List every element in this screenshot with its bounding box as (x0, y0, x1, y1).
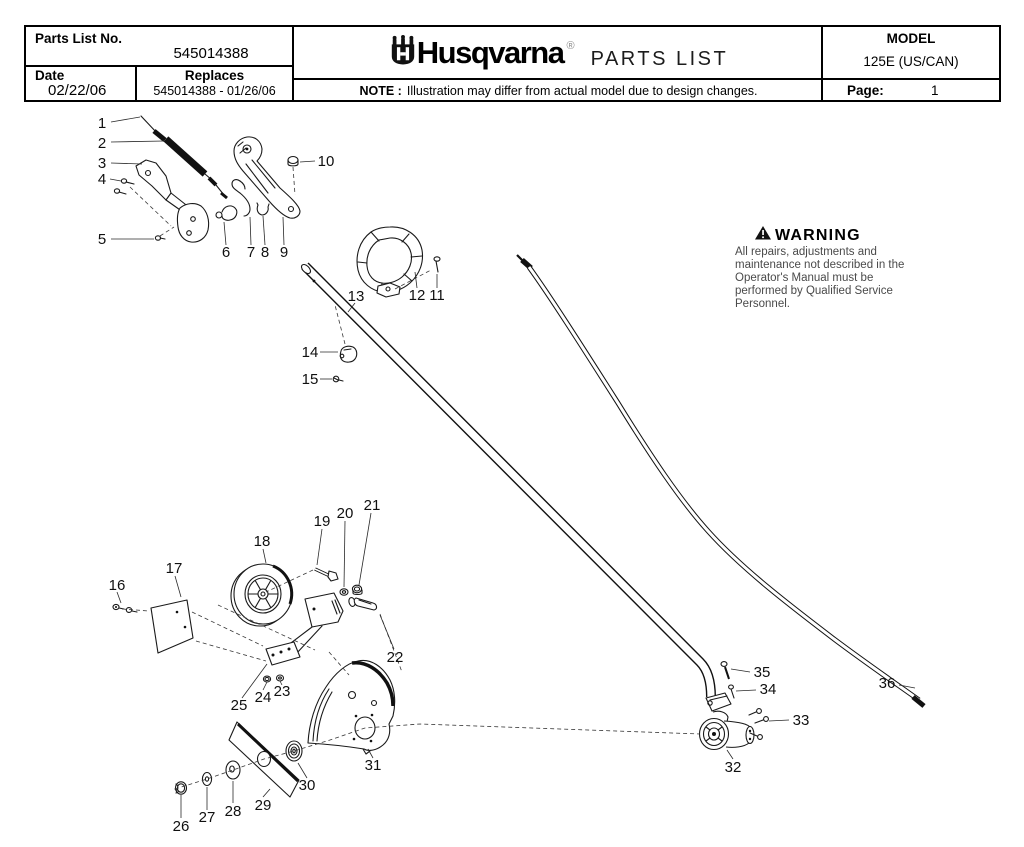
callout-21: 21 (363, 497, 381, 514)
page-label: Page: (847, 83, 884, 98)
callout-33: 33 (792, 712, 810, 729)
callout-12: 12 (408, 287, 426, 304)
part-rear-handle-right-half (234, 137, 300, 218)
page-number: 1 (931, 83, 939, 98)
part-wheel-bolt (315, 569, 338, 581)
callout-20: 20 (336, 505, 354, 522)
callout-15: 15 (301, 371, 319, 388)
callout-36: 36 (878, 675, 896, 692)
callout-22: 22 (386, 649, 404, 666)
part-loop-handle-screw (434, 257, 440, 272)
part-shaft-tube (300, 263, 711, 697)
part-wheel-nut (352, 585, 362, 594)
date-cell (26, 67, 137, 100)
callout-34: 34 (759, 681, 777, 698)
callout-19: 19 (313, 513, 331, 530)
exploded-parts-diagram (0, 103, 1024, 847)
callout-23: 23 (273, 683, 291, 700)
callout-17: 17 (165, 560, 183, 577)
part-gearbox-head (700, 693, 755, 750)
part-gearbox-screw-34 (729, 685, 734, 698)
brand-wordmark: Husqvarna (416, 35, 564, 70)
callout-13: 13 (347, 288, 365, 305)
note-bar (294, 78, 823, 102)
callout-6: 6 (221, 244, 231, 261)
header-right-block (821, 27, 999, 100)
callout-29: 29 (254, 797, 272, 814)
part-gearbox-screw-35 (721, 662, 729, 679)
header-left-block (26, 27, 294, 100)
part-blade-washer-inner (202, 773, 211, 786)
part-tube-clamp (340, 346, 357, 362)
page-title: PARTS LIST (590, 48, 729, 70)
callout-25: 25 (230, 697, 248, 714)
callout-27: 27 (198, 809, 216, 826)
part-throttle-trigger (232, 180, 250, 216)
callout-5: 5 (97, 231, 107, 248)
registered-trademark: ® (566, 39, 575, 52)
callout-18: 18 (253, 533, 271, 550)
replaces-label: Replaces (184, 68, 245, 83)
callout-1: 1 (97, 115, 107, 132)
callout-26: 26 (172, 818, 190, 835)
callout-9: 9 (279, 244, 289, 261)
part-spacer (348, 597, 377, 610)
header-center-block (294, 27, 823, 100)
part-flexible-drive-shaft (517, 255, 924, 706)
brand-logo (294, 27, 823, 78)
date-label: Date (35, 68, 65, 83)
warning-word: WARNING (775, 226, 861, 244)
part-bracket-screws-16 (113, 604, 137, 612)
callout-31: 31 (364, 757, 382, 774)
part-guard-plate (151, 600, 193, 653)
model-value: 125E (US/CAN) (863, 54, 959, 69)
callout-8: 8 (260, 244, 270, 261)
callout-32: 32 (724, 759, 742, 776)
note-text: Illustration may differ from actual model due to design changes. (406, 84, 758, 98)
part-wheel-washer (340, 589, 348, 595)
part-blade-nut (175, 782, 187, 794)
callout-14: 14 (301, 344, 319, 361)
callout-24: 24 (254, 689, 272, 706)
part-blade-hub (286, 741, 302, 761)
part-blade-shield (308, 660, 395, 754)
part-front-handle-left-half (136, 160, 209, 242)
note-label: NOTE : (359, 84, 402, 98)
model-label: MODEL (886, 31, 936, 46)
part-blade-washer-outer (226, 761, 240, 779)
part-handle-nut (288, 157, 298, 166)
replaces-cell (137, 67, 292, 100)
part-handle-screw-5 (155, 236, 165, 240)
part-retainer-clip (257, 203, 269, 215)
husqvarna-crown-icon (389, 34, 417, 71)
callout-16: 16 (108, 577, 126, 594)
callout-35: 35 (753, 664, 771, 681)
callout-10: 10 (317, 153, 335, 170)
header-table (24, 25, 1001, 102)
part-handle-screws-4 (114, 179, 134, 194)
callout-11: 11 (429, 287, 445, 304)
callout-30: 30 (298, 777, 316, 794)
date-value: 02/22/06 (48, 82, 107, 99)
callout-28: 28 (224, 803, 242, 820)
part-bracket-washer (277, 675, 284, 681)
replaces-value: 545014388 - 01/26/06 (153, 84, 276, 98)
part-bracket-nut (263, 676, 270, 682)
part-clamp-screw (333, 376, 343, 382)
parts-list-no-label: Parts List No. (35, 31, 123, 46)
date-replaces-row (26, 67, 292, 100)
callout-4: 4 (97, 171, 107, 188)
page-cell (823, 78, 999, 102)
part-trigger-clip (216, 206, 237, 220)
parts-list-no-value: 545014388 (173, 45, 249, 62)
part-edger-blade (229, 722, 299, 797)
parts-list-no-cell (26, 27, 292, 67)
part-wheel (231, 564, 292, 626)
callout-2: 2 (97, 135, 107, 152)
callout-7: 7 (246, 244, 256, 261)
callout-3: 3 (97, 155, 107, 172)
warning-text: All repairs, adjustments and maintenance not described in the Operator's Manual must be performed by Qualified Service Personnel. (735, 246, 905, 310)
